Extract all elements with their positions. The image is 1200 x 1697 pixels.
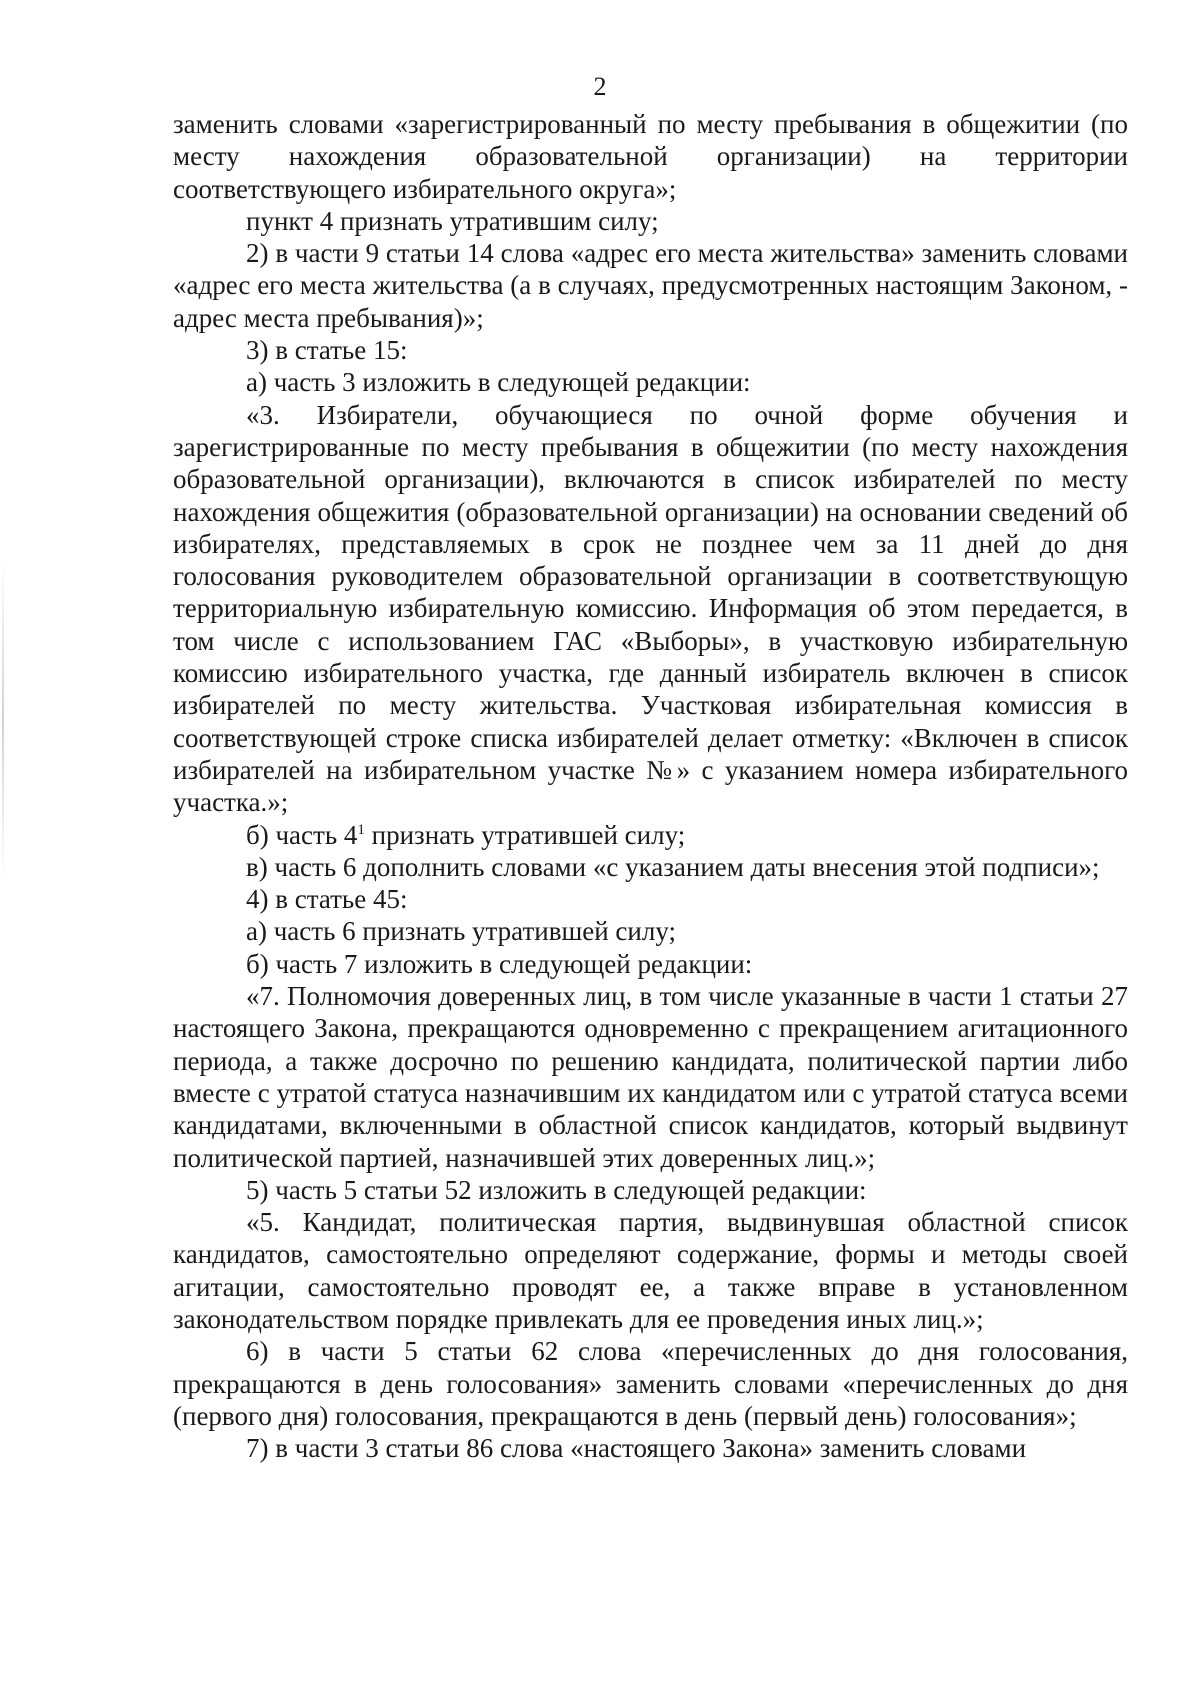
- paragraph-3a: а) часть 3 изложить в следующей редакции:: [246, 367, 751, 398]
- page-number: 2: [593, 72, 607, 101]
- superscript-1: 1: [357, 821, 365, 838]
- paragraph-3b: [173, 819, 1128, 851]
- document-body: [173, 108, 1128, 1464]
- paragraph-item-4: пункт 4 признать утратившим силу;: [246, 205, 659, 236]
- paragraph-4a: а) часть 6 признать утратившей силу;: [246, 916, 676, 947]
- paragraph-amendment-6: 6) в части 5 статьи 62 слова «перечисленных до дня голосования, прекращаются в день голосования» заменить словами «перечисленных до дня (первого дня) голосования, прекращаются в день (первый день) голосования»;: [173, 1336, 1128, 1431]
- paragraph-amendment-5: 5) часть 5 статьи 52 изложить в следующей редакции:: [246, 1174, 867, 1205]
- paragraph-continuation: заменить словами «зарегистрированный по месту пребывания в общежитии (по месту нахождения образовательной организации) на территории соответствующего избирательного округа»;: [173, 109, 1128, 204]
- paragraph-quote-part-7: «7. Полномочия доверенных лиц, в том числе указанные в части 1 статьи 27 настоящего Закона, прекращаются одновременно с прекращением агитационного периода, а также досрочно по решению кандидата, политической партии либо вместе с утратой статуса назначившим их кандидатом или с утратой статуса всеми кандидатами, включенными в областной список кандидатов, который выдвинут политической партией, назначившей этих доверенных лиц.»;: [173, 981, 1128, 1173]
- paragraph-amendment-2: 2) в части 9 статьи 14 слова «адрес его места жительства» заменить словами «адрес его места жительства (а в случаях, предусмотренных настоящим Законом, - адрес места пребывания)»;: [173, 238, 1128, 333]
- scan-edge-artifact: [2, 560, 4, 880]
- paragraph-amendment-3: 3) в статье 15:: [246, 335, 408, 366]
- paragraph-quote-part-5: «5. Кандидат, политическая партия, выдвинувшая областной список кандидатов, самостоятельно определяют содержание, формы и методы своей агитации, самостоятельно проводят ее, а также вправе в установленном законодательством порядке привлекать для ее проведения иных лиц.»;: [173, 1207, 1128, 1334]
- paragraph-3b-text-start: б) часть 4: [246, 819, 358, 850]
- paragraph-amendment-4: 4) в статье 45:: [246, 884, 408, 915]
- paragraph-quote-part-3: «3. Избиратели, обучающиеся по очной форме обучения и зарегистрированные по месту пребывания в общежитии (по месту нахождения образовательной организации), включаются в список избирателей по месту нахождения общежития (образовательной организации) на основании сведений об избирателях, представляемых в срок не позднее чем за 11 дней до дня голосования руководителем образовательной организации в соответствующую территориальную избирательную комиссию. Информация об этом передается, в том числе с использованием ГАС «Выборы», в участковую избирательную комиссию избирательного участка, где данный избиратель включен в список избирателей по месту жительства. Участковая избирательная комиссия в соответствующей строке списка избирателей делает отметку: «Включен в список избирателей на избирательном участке №» с указанием номера избирательного участка.»;: [173, 399, 1128, 818]
- paragraph-3v: в) часть 6 дополнить словами «с указанием даты внесения этой подписи»;: [246, 851, 1100, 882]
- paragraph-3b-text-end: признать утратившей силу;: [364, 819, 686, 850]
- paragraph-4b: б) часть 7 изложить в следующей редакции:: [246, 948, 753, 979]
- paragraph-amendment-7: 7) в части 3 статьи 86 слова «настоящего Закона» заменить словами: [246, 1433, 1027, 1464]
